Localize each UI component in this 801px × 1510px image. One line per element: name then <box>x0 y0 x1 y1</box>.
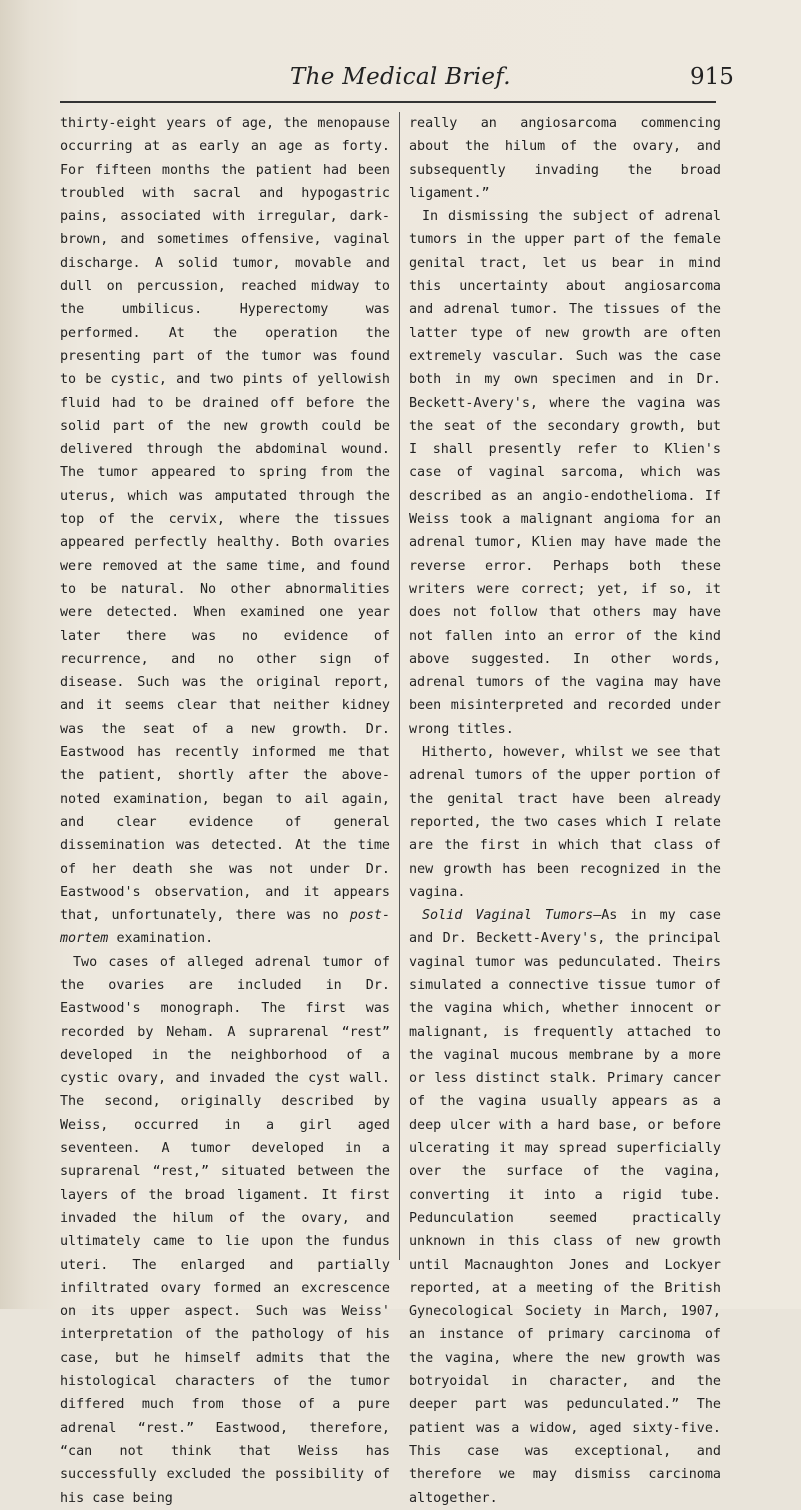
column-divider <box>399 112 400 1260</box>
right-column <box>409 112 721 1510</box>
section-heading: Solid Vaginal Tumors <box>422 908 594 924</box>
paragraph-text: examination. <box>116 931 214 947</box>
page-number: 915 <box>690 64 734 90</box>
running-header <box>0 62 801 98</box>
italic-term: post-mortem <box>60 908 391 947</box>
paragraph <box>409 904 721 1510</box>
paragraph: In dismissing the subject of adrenal tumors in the upper part of the female genital tract, let us bear in mind this uncertainty about angiosarcoma and adrenal tumor. The tissues of the latter type of new growth are often extremely vascular. Such was the case both in my own specimen and in Dr. Beckett-Avery's, where the vagina was the seat of the secondary growth, but I shall presently refer to Klien's case of vaginal sarcoma, which was described as an angio-endothelioma. If Weiss took a malignant angioma for an adrenal tumor, Klien may have made the reverse error. Perhaps both these writers were correct; yet, if so, it does not follow that others may have not fallen into an error of the kind above suggested. In other words, adrenal tumors of the vagina may have been misinterpreted and recorded under wrong titles. <box>409 209 721 737</box>
header-rule <box>60 101 716 103</box>
paragraph-text: —As in my case and Dr. Beckett-Avery's, the principal vaginal tumor was pedunculated. Theirs simulated a connective tissue tumor of the vagina which, whether innocent or malignant, is frequently attached to the vaginal mucous membrane by a more or less distinct stalk. Primary cancer of the vagina usually appears as a deep ulcer with a hard base, or before ulcerating it may spread superficially over the surface of the vagina, converting it into a rigid tube. Pedunculation seemed practically unknown in this class of new growth until Macnaughton Jones and Lockyer reported, at a meeting of the British Gynecological Society in March, 1907, an instance of primary carcinoma of the vagina, where the new growth was botryoidal in character, and the deeper part was pedunculated.” The patient was a widow, aged sixty-five. This case was exceptional, and therefore we may dismiss carcinoma altogether. <box>409 908 721 1506</box>
left-column <box>60 112 390 1510</box>
paragraph-text: thirty-eight years of age, the menopause occurring at as early an age as forty. For fifteen months the patient had been troubled with sacral and hypogastric pains, associated with irregular, dark-brown, and sometimes offensive, vaginal discharge. A solid tumor, movable and dull on percussion, reached midway to the umbilicus. Hyperectomy was performed. At the operation the presenting part of the tumor was found to be cystic, and two pints of yellowish fluid had to be drained off before the solid part of the new growth could be delivered through the abdominal wound. The tumor appeared to spring from the uterus, which was amputated through the top of the cervix, where the tissues appeared perfectly healthy. Both ovaries were removed at the same time, and found to be natural. No other abnormalities were detected. When examined one year later there was no evidence of recurrence, and no other sign of disease. Such was the original report, and it seems clear that neither kidney was the seat of a new growth. Dr. Eastwood has recently informed me that the patient, shortly after the above-noted examination, began to ail again, and clear evidence of general dissemination was detected. At the time of her death she was not under Dr. Eastwood's observation, and it appears that, unfortunately, there was no <box>60 116 390 924</box>
paragraph: Hitherto, however, whilst we see that adrenal tumors of the upper portion of the genital tract have been already reported, the two cases which I relate are the first in which that class of new growth has been recognized in the vagina. <box>409 745 721 900</box>
paragraph: Two cases of alleged adrenal tumor of the ovaries are included in Dr. Eastwood's monograph. The first was recorded by Neham. A suprarenal “rest” developed in the neighborhood of a cystic ovary, and invaded the cyst wall. The second, originally described by Weiss, occurred in a girl aged seventeen. A tumor developed in a suprarenal “rest,” situated between the layers of the broad ligament. It first invaded the hilum of the ovary, and ultimately came to lie upon the fundus uteri. The enlarged and partially infiltrated ovary formed an excrescence on its upper aspect. Such was Weiss' interpretation of the pathology of his case, but he himself admits that the histological characters of the tumor differed much from those of a pure adrenal “rest.” Eastwood, therefore, “can not think that Weiss has successfully excluded the possibility of his case being <box>60 954 390 1506</box>
journal-title: The Medical Brief. <box>290 64 511 90</box>
paragraph <box>60 112 390 951</box>
paragraph: really an angiosarcoma commencing about the hilum of the ovary, and subsequently invading the broad ligament.” <box>409 116 721 201</box>
